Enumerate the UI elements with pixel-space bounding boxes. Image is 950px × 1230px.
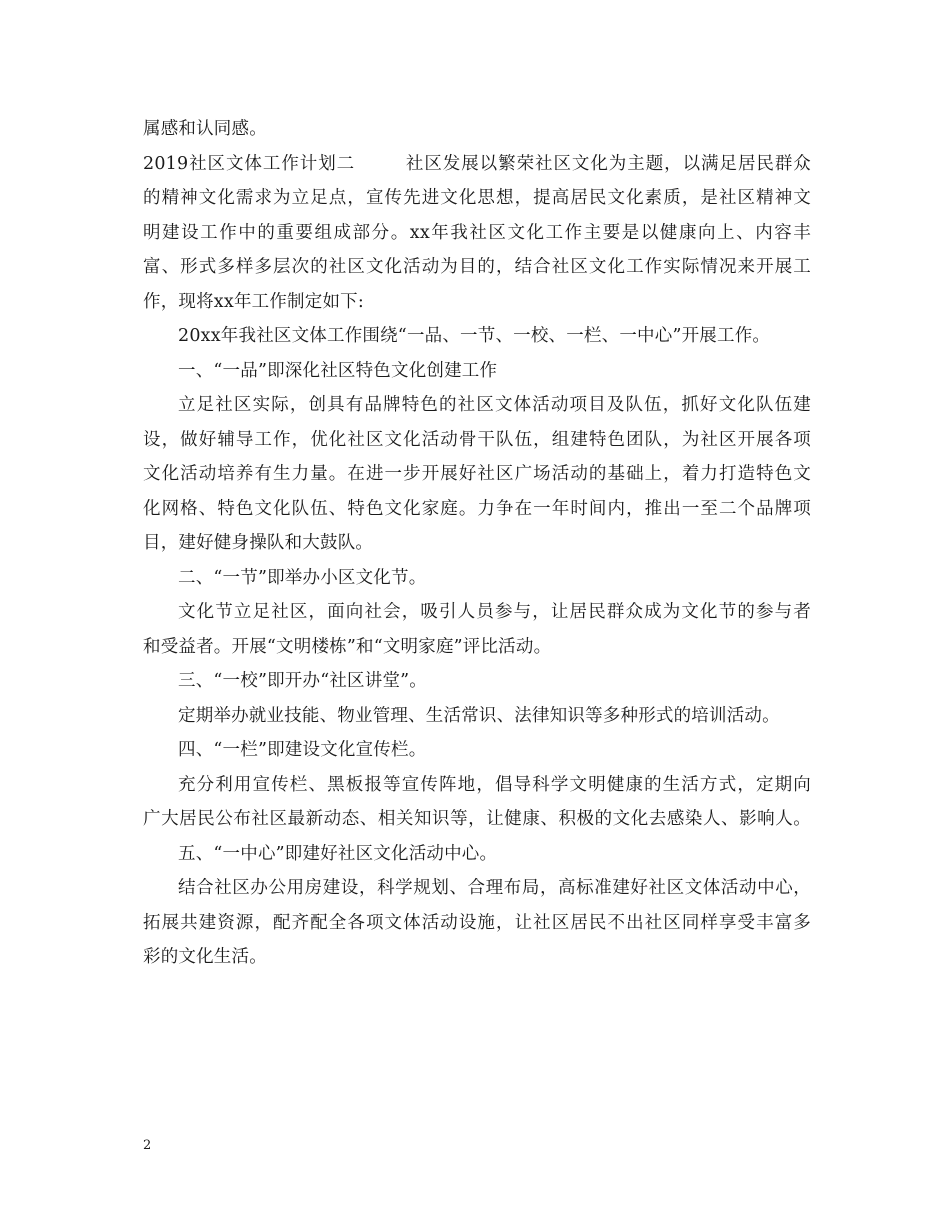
text-line: 富、形式多样多层次的社区文化活动为目的，结合社区文化工作实际情况来开展工 — [143, 257, 811, 277]
heading-line: 二、“一节”即举办小区文化节。 — [178, 567, 427, 588]
text-line: 作，现将xx年工作制定如下: — [143, 291, 364, 312]
text-line: 社区发展以繁荣社区文化为主题，以满足居民群众 — [405, 153, 811, 174]
text-line: 定期举办就业技能、物业管理、生活常识、法律知识等多种形式的培训活动。 — [178, 705, 780, 726]
text-line: 目，建好健身操队和大鼓队。 — [143, 533, 374, 553]
text-line: 结合社区办公用房建设，科学规划、合理布局，高标准建好社区文体活动中心， — [178, 878, 811, 898]
text-line: 明建设工作中的重要组成部分。xx年我社区文化工作主要是以健康向上、内容丰 — [143, 222, 811, 243]
heading-line: 三、“一校”即开办“社区讲堂”。 — [178, 671, 427, 691]
heading-line: 五、“一中心”即建好社区文化活动中心。 — [178, 843, 498, 864]
section-title-line — [143, 147, 811, 182]
text-line: 彩的文化生活。 — [143, 947, 267, 967]
text-line: 设，做好辅导工作，优化社区文化活动骨干队伍，组建特色团队，为社区开展各项 — [143, 429, 811, 450]
heading-line: 四、“一栏”即建设文化宣传栏。 — [178, 740, 427, 760]
text-line: 广大居民公布社区最新动态、相关知识等，让健康、积极的文化去感染人、影响人。 — [143, 809, 811, 829]
text-line: 文化活动培养有生力量。在进一步开展好社区广场活动的基础上，着力打造特色文 — [143, 464, 811, 484]
page-number: 2 — [143, 1138, 152, 1153]
text-line: 的精神文化需求为立足点，宣传先进文化思想，提高居民文化素质，是社区精神文 — [143, 188, 811, 208]
text-line: 立足社区实际，创具有品牌特色的社区文体活动项目及队伍，抓好文化队伍建 — [178, 395, 811, 415]
text-line: 20xx年我社区文体工作围绕“一品、一节、一校、一栏、一中心”开展工作。 — [178, 326, 771, 346]
text-line: 属感和认同感。 — [143, 119, 267, 139]
text-line: 化网格、特色文化队伍、特色文化家庭。力争在一年时间内，推出一至二个品牌项 — [143, 498, 811, 519]
text-line: 拓展共建资源，配齐配全各项文体活动设施，让社区居民不出社区同样享受丰富多 — [143, 912, 811, 933]
text-line: 文化节立足社区，面向社会，吸引人员参与，让居民群众成为文化节的参与者 — [178, 602, 811, 622]
text-line: 充分利用宣传栏、黑板报等宣传阵地，倡导科学文明健康的生活方式，定期向 — [178, 774, 811, 795]
section-title: 2019社区文体工作计划二 — [143, 153, 356, 174]
document-body — [143, 112, 811, 975]
text-line: 和受益者。开展“文明楼栋”和“文明家庭”评比活动。 — [143, 636, 552, 657]
heading-line: 一、“一品”即深化社区特色文化创建工作 — [178, 360, 498, 381]
